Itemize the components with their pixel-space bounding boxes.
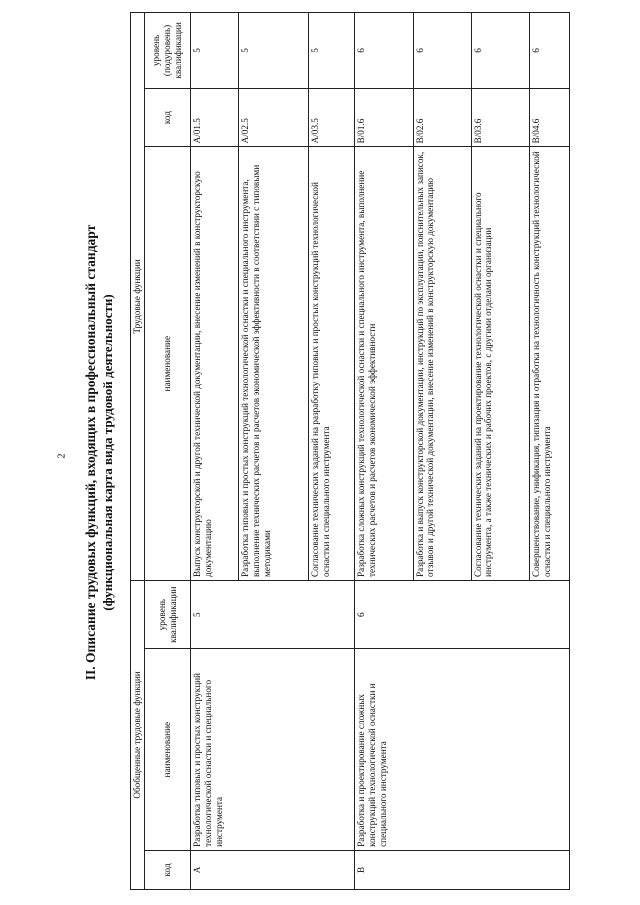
table-row [191,13,239,890]
functional-map-table [130,12,570,890]
function-name: Совершенствование, унификация, типизация и отработка на технологичность конструкций технологической оснастки и специального инструмента [529,147,569,581]
group-a-level: 5 [191,580,355,648]
header-function-code: код [145,88,191,147]
header-labor-functions: Трудовые функции [131,13,145,581]
function-name: Выпуск конструкторской и другой технической документации, внесение изменений в конструкторскую документацию [191,147,239,581]
function-name: Согласование технических заданий на проектирование технологической оснастки и специального инструмента, а также технических и рабочих проектов, с другими отделами организации [471,147,529,581]
function-level: 6 [471,13,529,89]
function-code: B/01.6 [355,88,413,147]
group-b-level: 6 [355,580,570,648]
header-level: уровень квалификации [145,580,191,648]
header-generalized-functions: Обобщенные трудовые функции [131,580,145,889]
function-name: Разработка сложных конструкций технологической оснастки и специального инструмента, выполнение технических расчетов и расчетов экономической эффективности [355,147,413,581]
function-name: Разработка типовых и простых конструкций технологической оснастки и специального инструмента, выполнение технических расчетов и расчетов экономической эффективности в соответствии с типовыми методиками [239,147,309,581]
page-number: 2 [56,453,68,459]
function-code: A/03.5 [309,88,355,147]
header-code: код [145,850,191,889]
function-code: B/04.6 [529,88,569,147]
group-b-code: B [355,850,570,889]
function-level: 5 [191,13,239,89]
header-function-name: наименование [145,147,191,581]
function-level: 6 [529,13,569,89]
rotated-document-body [70,5,640,900]
header-function-sublevel: уровень (подуровень) квалификации [145,13,191,89]
function-level: 5 [309,13,355,89]
function-level: 5 [239,13,309,89]
function-name: Согласование технических заданий на разработку типовых и простых конструкций технологической оснастки и специального инструмента [309,147,355,581]
function-level: 6 [355,13,413,89]
section-title [82,5,116,900]
group-b-name: Разработка и проектирование сложных конструкций технологической оснастки и специального инструмента [355,649,570,851]
group-a-name: Разработка типовых и простых конструкций технологической оснастки и специального инструмента [191,649,355,851]
header-name: наименование [145,649,191,851]
section-title-line-2: (функциональная карта вида трудовой деятельности) [100,294,115,611]
function-name: Разработка и выпуск конструкторской документации, инструкций по эксплуатации, пояснительных записок, отзывов и другой технической документации, внесение изменений в конструкторскую документацию [413,147,471,581]
group-a-code: A [191,850,355,889]
function-code: A/01.5 [191,88,239,147]
function-level: 6 [413,13,471,89]
section-title-line-1: II. Описание трудовых функций, входящих в профессиональный стандарт [83,224,98,681]
table-row [355,13,413,890]
function-code: A/02.5 [239,88,309,147]
function-code: B/02.6 [413,88,471,147]
function-code: B/03.6 [471,88,529,147]
